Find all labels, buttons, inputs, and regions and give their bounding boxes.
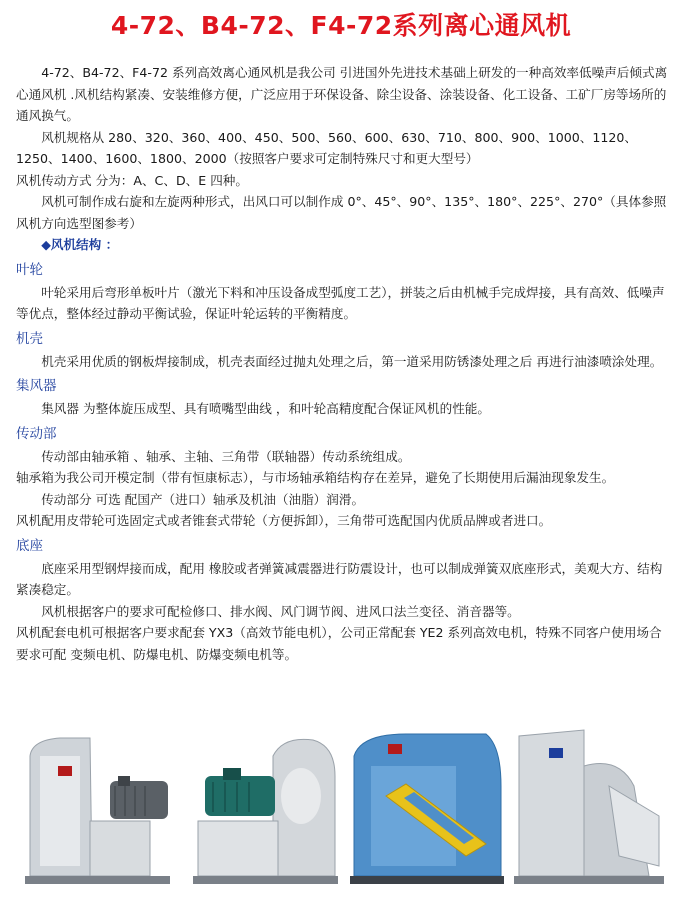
- base-text-1: 底座采用型钢焊接而成，配用 橡胶或者弹簧减震器进行防震设计，也可以制成弹簧双底座形式，美观大方、结构紧凑稳定。: [16, 560, 663, 597]
- rotation-paragraph: 风机可制作成右旋和左旋两种形式，出风口可以制作成 0°、45°、90°、135°、180°、225°、270°（具体参照风机方向选型图参考）: [16, 194, 667, 231]
- transmission-text-2: 轴承箱为我公司开模定制（带有恒康标志），与市场轴承箱结构存在差异，避免了长期使用后漏油现象发生。: [16, 470, 615, 485]
- collector-heading: 集风器: [16, 378, 57, 394]
- fan-photo-3: [346, 726, 506, 896]
- casing-text: 机壳采用优质的钢板焊接制成，机壳表面经过抛丸处理之后，第一道采用防锈漆处理之后 再进行油漆喷涂处理。: [41, 353, 663, 369]
- impeller-heading: 叶轮: [16, 261, 43, 278]
- collector-text: 集风器 为整体旋压成型、具有喷嘴型曲线 ，和叶轮高精度配合保证风机的性能。: [41, 401, 490, 416]
- base-text-2: 风机根据客户的要求可配检修口、排水阀、风门调节阀、进风口法兰变径、消音器等。: [41, 603, 520, 619]
- structure-heading: ◆风机结构 ：: [41, 237, 119, 252]
- transmission-text-3: 传动部分 可选 配国产（进口）轴承及机油（油脂）润滑。: [41, 491, 365, 507]
- drive-paragraph: 风机传动方式 分为：A、C、D、E 四种。: [16, 172, 248, 188]
- fan-photo-2: [183, 726, 343, 896]
- base-text-3: 风机配套电机可根据客户要求配套 YX3（高效节能电机），公司正常配套 YE2 系列高效电机，特殊不同客户使用场合要求可配 变频电机、防爆电机、防爆变频电机等。: [16, 625, 662, 662]
- fan-photo-4: [509, 726, 669, 896]
- casing-heading: 机壳: [16, 330, 43, 347]
- page-title: 4-72、B4-72、F4-72系列离心通风机: [110, 11, 572, 40]
- intro-paragraph: 4-72、B4-72、F4-72 系列高效离心通风机是我公司 引进国外先进技术基础上研发的一种高效率低噪声后倾式离心通风机 .风机结构紧凑、安装维修方便，广泛应用于环保设备、除尘设备、涂装设备、化工设备、工矿厂房等场所的通风换气。: [16, 65, 668, 123]
- impeller-text: 叶轮采用后弯形单板叶片（激光下料和冲压设备成型弧度工艺），拼装之后由机械手完成焊接，具有高效、低噪声等优点，整体经过静动平衡试验，保证叶轮运转的平衡精度。: [16, 284, 665, 321]
- transmission-text-1: 传动部由轴承箱 、轴承、主轴、三角带（联轴器）传动系统组成。: [41, 448, 411, 464]
- transmission-text-4: 风机配用皮带轮可选固定式或者锥套式带轮（方便拆卸），三角带可选配国内优质品牌或者进口。: [16, 513, 552, 528]
- document-body: [16, 62, 668, 665]
- product-photo-strip: [20, 726, 670, 896]
- fan-photo-1: [20, 726, 180, 896]
- base-heading: 底座: [16, 537, 43, 554]
- specs-paragraph: 风机规格从 280、320、360、400、450、500、560、600、630、710、800、900、1000、1120、1250、1400、1600、1800、2000（按照客户要求可定制特殊尺寸和更大型号）: [16, 129, 638, 166]
- transmission-heading: 传动部: [16, 425, 57, 442]
